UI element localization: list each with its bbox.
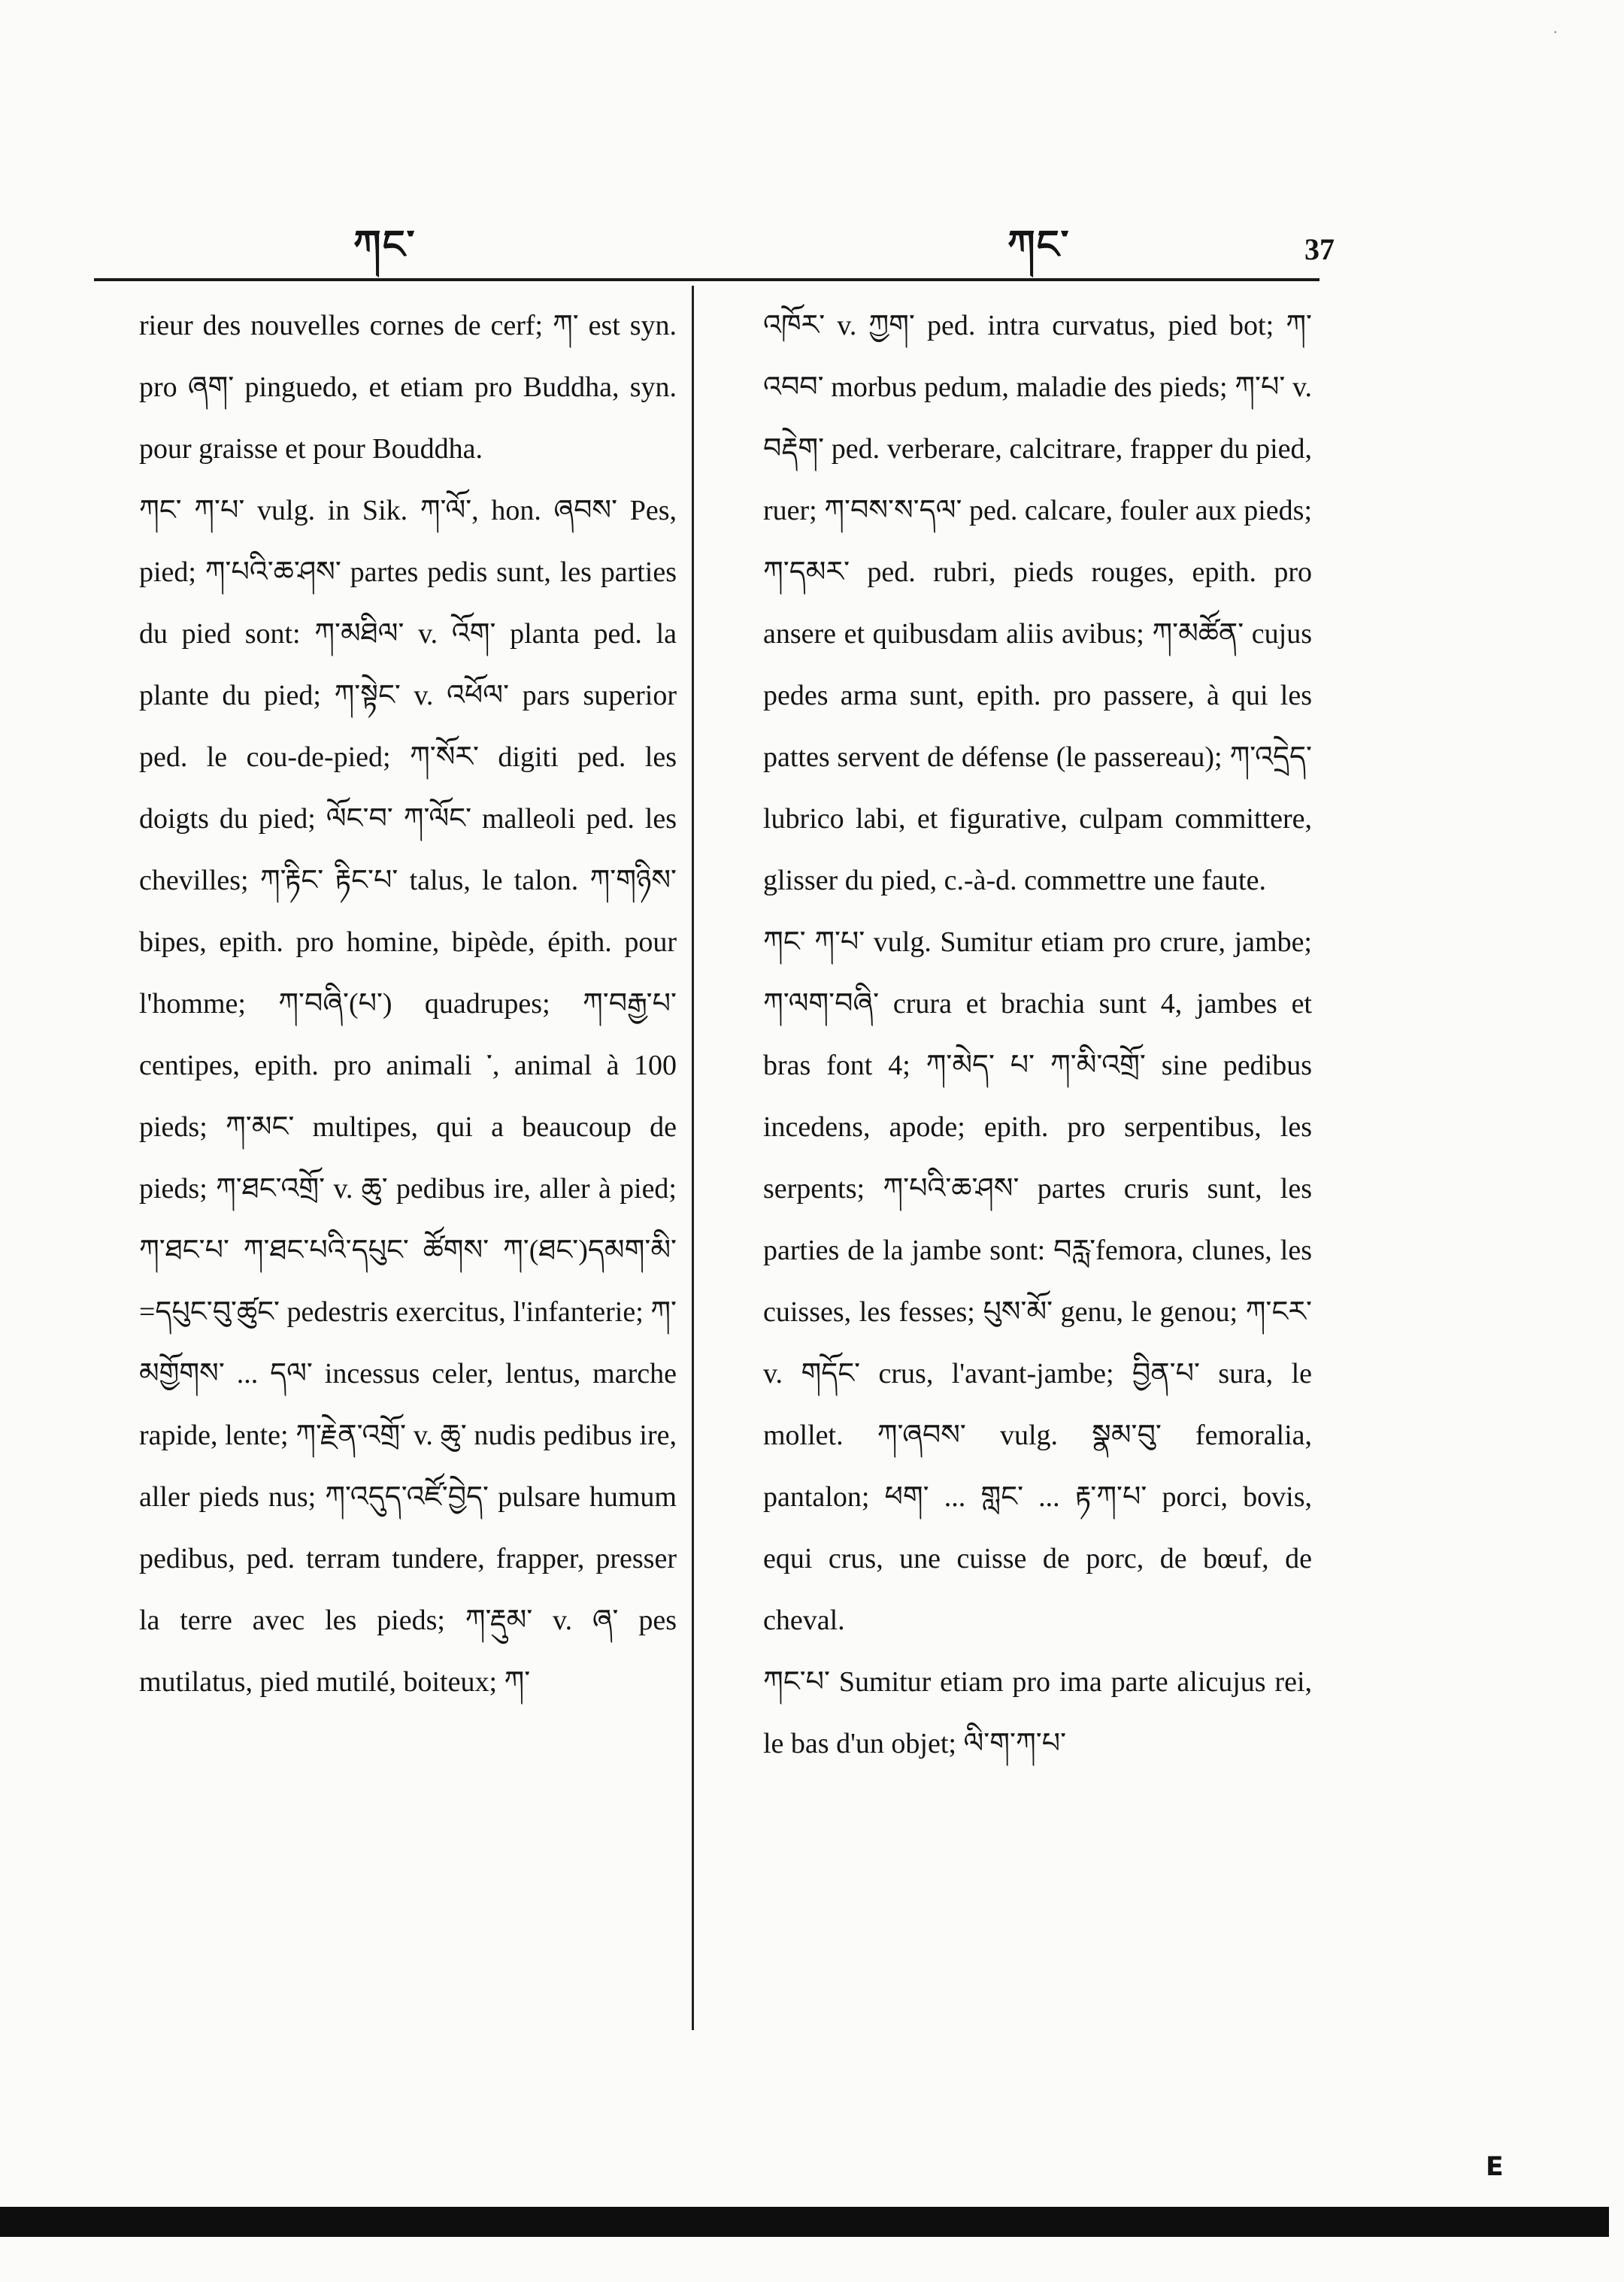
left-column [139,295,677,1713]
right-paragraph-3: ཀང་པ་ Sumitur etiam pro ima parte alicujus rei, le bas d'un objet; ལི་ག་ཀ་པ་ [763,1666,1312,1759]
right-paragraph-1: འཁོར་ v. ཀྱག་ ped. intra curvatus, pied bot; ཀ་འབབ་ morbus pedum, maladie des pieds; ཀ་པ་ v. བརྡེག་ ped. verberare, calcitrare, frapper du pied, ruer; ཀ་བས་ས་དལ་ ped. calcare, fouler aux pieds; ཀ་དམར་ ped. rubri, pieds rouges, epith. pro ansere et quibusdam aliis avibus; ཀ་མཚོན་ cujus pedes arma sunt, epith. pro passere, à qui les pattes servent de défense (le passereau); ཀ་འདྲེད་ lubrico labi, et figurative, culpam committere, glisser du pied, c.-à-d. commettre une faute. [763,310,1312,896]
running-head-right: ཀང་ [1007,223,1071,268]
column-divider [692,286,694,2030]
page-number: 37 [1304,232,1335,266]
left-paragraph-1: rieur des nouvelles cornes de cerf; ཀ་ est syn. pro ཞག་ pinguedo, et etiam pro Buddha, syn. pour graisse et pour Bouddha. [139,310,677,465]
right-paragraph-2: ཀང་ ཀ་པ་ vulg. Sumitur etiam pro crure, jambe; ཀ་ལག་བཞི་ crura et brachia sunt 4, jambes et bras font 4; ཀ་མེད་ པ་ ཀ་མི་འགྲོ་ sine pedibus incedens, apode; epith. pro serpentibus, les serpents; ཀ་པའི་ཆ་ཤས་ partes cruris sunt, les parties de la jambe sont: བརླ་femora, clunes, les cuisses, les fesses; པུས་མོ་ genu, le genou; ཀ་ངར་ v. གདོང་ crus, l'avant-jambe; བྱིན་པ་ sura, le mollet. ཀ་ཞབས་ vulg. སྣམ་བུ་ femoralia, pantalon; ཕག་ ... གླང་ ... རྟ་ཀ་པ་ porci, bovis, equi crus, une cuisse de porc, de bœuf, de cheval. [763,926,1312,1636]
signature-mark: ᴇ [1485,2143,1504,2184]
header-rule [94,278,1320,281]
corner-speck: · [1553,23,1559,41]
bottom-scan-bar [0,2207,1609,2237]
running-head-left: ཀང་ [353,223,417,268]
left-paragraph-2: ཀང་ ཀ་པ་ vulg. in Sik. ཀ་ལོ་, hon. ཞབས་ Pes, pied; ཀ་པའི་ཆ་ཤས་ partes pedis sunt, les parties du pied sont: ཀ་མཐིལ་ v. འོག་ planta ped. la plante du pied; ཀ་སྟེང་ v. འཕོལ་ pars superior ped. le cou-de-pied; ཀ་སོར་ digiti ped. les doigts du pied; ལོང་བ་ ཀ་ལོང་ malleoli ped. les chevilles; ཀ་རྟིང་ རྟིང་པ་ talus, le talon. ཀ་གཉིས་ bipes, epith. pro homine, bipède, épith. pour l'homme; ཀ་བཞི་(པ་) quadrupes; ཀ་བརྒྱ་པ་ centipes, epith. pro animali ་, animal à 100 pieds; ཀ་མང་ multipes, qui a beaucoup de pieds; ཀ་ཐང་འགྲོ་ v. ཆུ་ pedibus ire, aller à pied; ཀ་ཐང་པ་ ཀ་ཐང་པའི་དཔུང་ ཚོགས་ ཀ་(ཐང་)དམག་མི་=དཔུང་བུ་ཚུང་ pedestris exercitus, l'infanterie; ཀ་ མགྱོགས་ ... དལ་ incessus celer, lentus, marche rapide, lente; ཀ་རྗེན་འགྲོ་ v. ཆུ་ nudis pedibus ire, aller pieds nus; ཀ་འདུད་འཛོ་བྱེད་ pulsare humum pedibus, ped. terram tundere, frapper, presser la terre avec les pieds; ཀ་རྡུམ་ v. ཞ་ pes mutilatus, pied mutilé, boiteux; ཀ་ [139,495,677,1698]
right-column [763,295,1312,1774]
